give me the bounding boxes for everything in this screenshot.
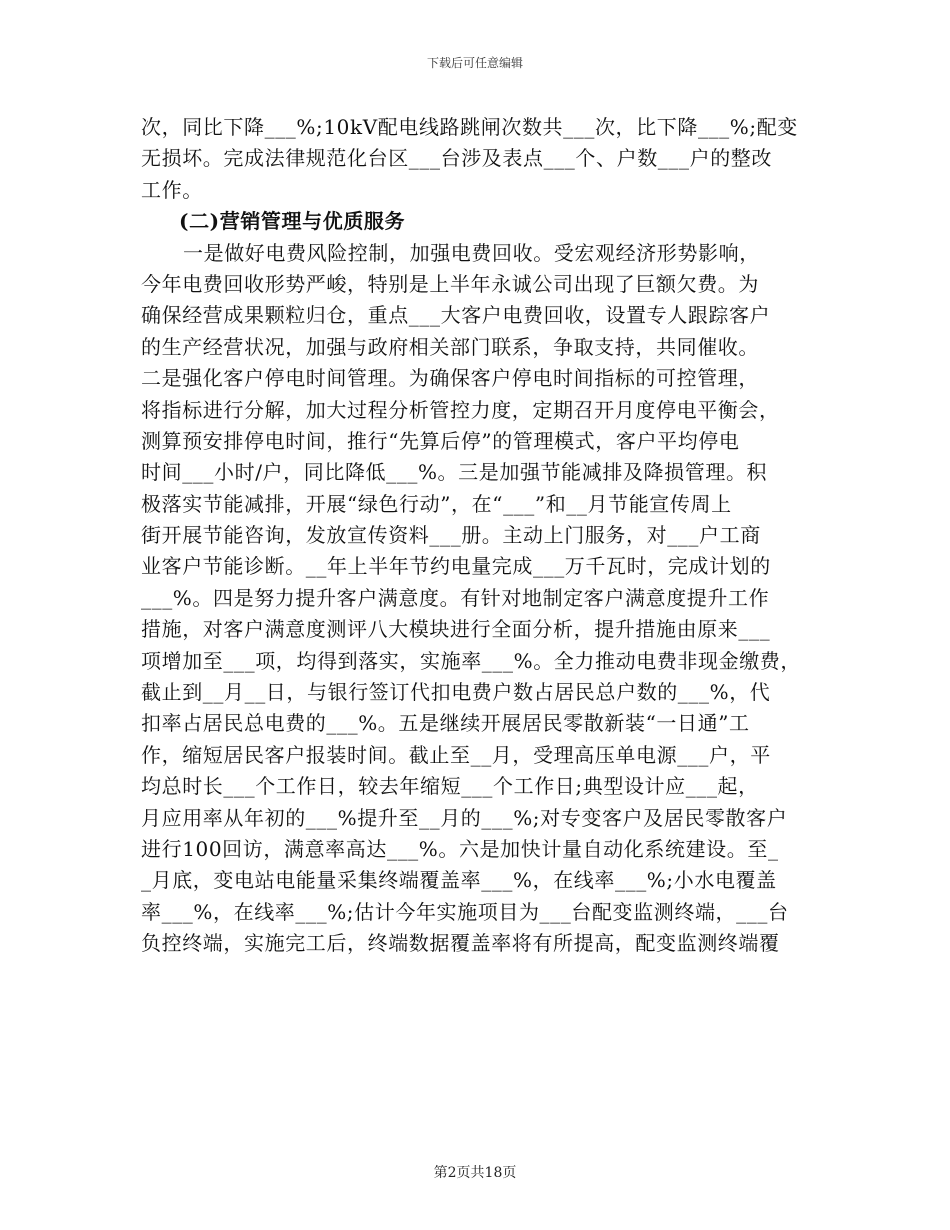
text-line: 扣率占居民总电费的___%。五是继续开展居民零散新装“一日通”工	[141, 711, 750, 736]
text-line: 无损坏。完成法律规范化台区___台涉及表点___个、户数___户的整改	[141, 146, 772, 171]
text-line: 负控终端，实施完工后，终端数据覆盖率将有所提高，配变监测终端覆	[141, 931, 780, 956]
paragraph-first-line: 一是做好电费风险控制，加强电费回收。受宏观经济形势影响，	[183, 240, 760, 265]
text-line: 均总时长___个工作日，较去年缩短___个工作日;典型设计应___起，	[141, 774, 759, 799]
page-header: 下载后可任意编辑	[426, 56, 523, 70]
text-line: 工作。	[141, 177, 203, 202]
text-line: 进行100回访，满意率高达___%。六是加快计量自动化系统建设。至_	[141, 836, 779, 861]
text-line: 确保经营成果颗粒归仓，重点___大客户电费回收，设置专人跟踪客户	[141, 303, 771, 328]
text-line: 业客户节能诊断。__年上半年节约电量完成___万千瓦时，完成计划的	[141, 554, 771, 579]
text-line: 作，缩短居民客户报装时间。截止至__月，受理高压单电源___户，平	[141, 742, 771, 767]
text-line: 率___%，在线率___%;估计今年实施项目为___台配变监测终端，___台	[141, 899, 789, 924]
text-line: 测算预安排停电时间，推行“先算后停”的管理模式，客户平均停电	[141, 428, 740, 453]
text-line: 月应用率从年初的___%提升至__月的___%;对专变客户及居民零散客户	[141, 805, 788, 830]
text-line: 时间___小时/户，同比降低___%。三是加强节能减排及降损管理。积	[141, 460, 768, 485]
text-line: ___%。四是努力提升客户满意度。有针对地制定客户满意度提升工作	[141, 585, 770, 610]
text-line: 将指标进行分解，加大过程分析管控力度，定期召开月度停电平衡会，	[141, 397, 780, 422]
text-line: 极落实节能减排，开展“绿色行动”，在“___”和__月节能宣传周上	[141, 491, 732, 516]
text-line: 次，同比下降___%;10kV配电线路跳闸次数共___次，比下降___%;配变	[141, 115, 798, 139]
text-line: 二是强化客户停电时间管理。为确保客户停电时间指标的可控管理，	[141, 366, 759, 391]
section-heading: (二)营销管理与优质服务	[179, 209, 406, 234]
text-line: 截止到__月__日，与银行签订代扣电费户数占居民总户数的___%，代	[141, 680, 771, 705]
text-line: _月底，变电站电能量采集终端覆盖率___%，在线率___%;小水电覆盖	[141, 868, 777, 893]
text-line: 项增加至___项，均得到落实，实施率___%。全力推动电费非现金缴费，	[141, 648, 802, 673]
text-line: 今年电费回收形势严峻，特别是上半年永诚公司出现了巨额欠费。为	[141, 271, 759, 296]
document-body	[141, 112, 811, 960]
text-line: 措施，对客户满意度测评八大模块进行全面分析，提升措施由原来___	[141, 617, 771, 642]
page-footer: 第2页共18页	[433, 1165, 517, 1181]
text-line: 街开展节能咨询，发放宣传资料___册。主动上门服务，对___户工商	[141, 523, 761, 548]
text-line: 的生产经营状况，加强与政府相关部门联系，争取支持，共同催收。	[141, 334, 759, 359]
